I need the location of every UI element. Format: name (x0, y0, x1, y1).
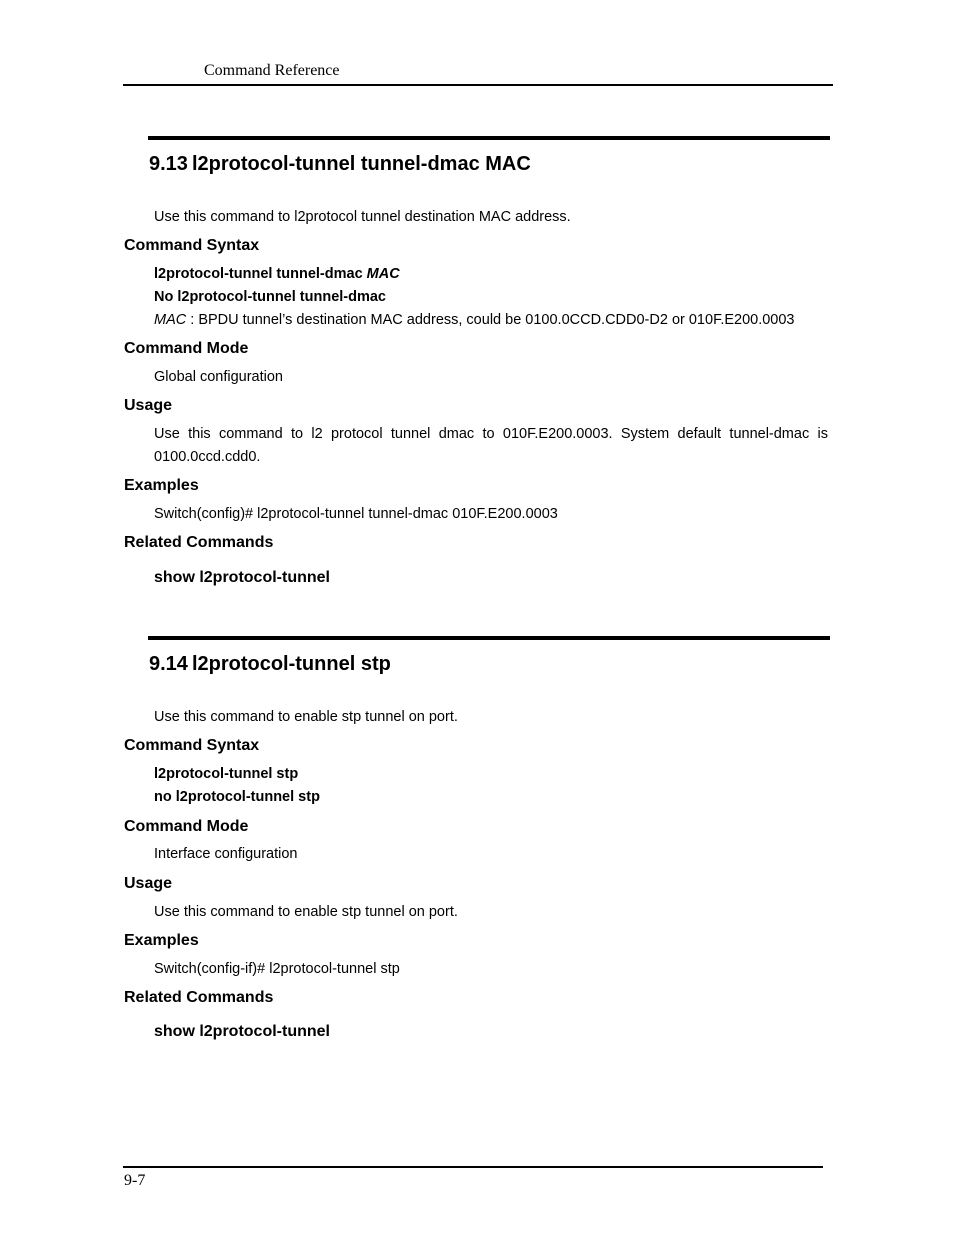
command-mode-text: Global configuration (154, 369, 283, 385)
command-syntax-heading: Command Syntax (124, 237, 260, 254)
section-title-text: l2protocol-tunnel tunnel-dmac MAC (191, 153, 531, 175)
syntax-line-no: no l2protocol-tunnel stp (154, 789, 320, 805)
section-number: 9.13 (149, 153, 188, 175)
command-syntax-heading: Command Syntax (124, 737, 260, 754)
usage-text: Use this command to l2 protocol tunnel dmac to 010F.E200.0003. System default tunnel-dmac is 0100.0ccd.cdd0. (154, 426, 828, 465)
command-mode-text: Interface configuration (154, 846, 298, 862)
example-text: Switch(config-if)# l2protocol-tunnel stp (154, 961, 400, 977)
parameter-description (154, 312, 795, 328)
section-rule (148, 136, 830, 140)
parameter-name: MAC (154, 312, 187, 328)
section-rule (148, 636, 830, 640)
command-mode-heading: Command Mode (124, 340, 249, 357)
section-title-text: l2protocol-tunnel stp (191, 653, 391, 675)
header-rule (123, 84, 833, 86)
parameter-desc-text: : BPDU tunnel’s destination MAC address, could be 0100.0CCD.CDD0-D2 or 010F.E200.0003 (186, 312, 795, 328)
usage-heading: Usage (124, 875, 173, 892)
related-commands-heading: Related Commands (124, 989, 274, 1006)
intro-text: Use this command to enable stp tunnel on port. (154, 709, 458, 725)
example-text: Switch(config)# l2protocol-tunnel tunnel-dmac 010F.E200.0003 (154, 506, 558, 522)
examples-heading: Examples (124, 477, 199, 494)
usage-heading: Usage (124, 397, 173, 414)
syntax-parameter: MAC (366, 266, 400, 282)
examples-heading: Examples (124, 932, 199, 949)
section-title (149, 653, 391, 676)
syntax-command: l2protocol-tunnel tunnel-dmac (154, 266, 367, 282)
related-command-link[interactable]: show l2protocol-tunnel (154, 569, 330, 586)
section-number: 9.14 (149, 653, 188, 675)
related-commands-heading: Related Commands (124, 534, 274, 551)
usage-text: Use this command to enable stp tunnel on port. (154, 904, 458, 920)
syntax-line (154, 266, 400, 282)
page-number: 9-7 (124, 1172, 146, 1189)
syntax-line: l2protocol-tunnel stp (154, 766, 299, 782)
syntax-line-no: No l2protocol-tunnel tunnel-dmac (154, 289, 386, 305)
command-mode-heading: Command Mode (124, 818, 249, 835)
intro-text: Use this command to l2protocol tunnel destination MAC address. (154, 209, 571, 225)
running-header: Command Reference (204, 62, 340, 79)
footer-rule (123, 1166, 823, 1168)
section-title (149, 153, 531, 176)
related-command-link[interactable]: show l2protocol-tunnel (154, 1023, 330, 1040)
